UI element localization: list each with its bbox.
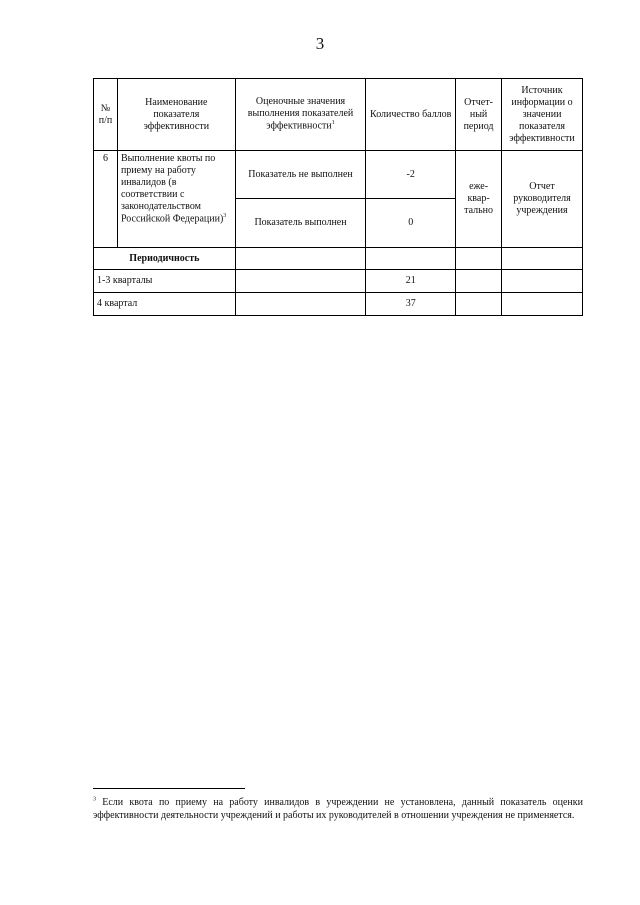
header-num: № п/п [94,79,118,151]
periodicity-title: Периодичность [94,248,236,270]
footnote-text: Если квота по приему на работу инвалидов в учреждении не установлена, данный показатель оценки эффективности деятельности учреждений и работы их руководителей в отношении учреждения не применяется. [93,797,583,821]
empty-cell [235,270,366,293]
empty-cell [502,248,583,270]
empty-cell [456,248,502,270]
table-row [94,151,583,199]
row-period: еже-квар-тально [456,151,502,248]
table-row [94,270,583,293]
empty-cell [235,248,366,270]
row-name [117,151,235,248]
empty-cell [456,293,502,316]
period-score: 21 [366,270,456,293]
period-score: 37 [366,293,456,316]
page-number: 3 [315,34,325,53]
footnote [93,796,583,822]
footnote-ref-1: 1 [331,120,335,127]
empty-cell [502,270,583,293]
option-not-met: Показатель не выполнен [235,151,366,199]
header-name: Наименование показателя эффективности [117,79,235,151]
empty-cell [456,270,502,293]
row-source: Отчет руководителя учреждения [502,151,583,248]
row-name-text: Выполнение квоты по приему на работу инвалидов (в соответствии с законодательством Российской Федерации) [120,153,224,225]
footnote-divider [93,788,245,789]
empty-cell [235,293,366,316]
option-met: Показатель выполнен [235,199,366,248]
header-period: Отчет-ный период [456,79,502,151]
table-row [94,293,583,316]
header-row [94,79,583,151]
footnote-ref-3: 3 [223,213,227,219]
empty-cell [502,293,583,316]
header-values-text: Оценочные значения выполнения показателей эффективности [247,96,354,132]
header-score: Количество баллов [366,79,456,151]
periodicity-header-row [94,248,583,270]
score-met: 0 [366,199,456,248]
period-label: 1-3 кварталы [94,270,236,293]
score-not-met: -2 [366,151,456,199]
efficiency-table [93,78,583,316]
period-label: 4 квартал [94,293,236,316]
header-source: Источник информации о значении показателя эффективности [502,79,583,151]
header-values [235,79,366,151]
row-num: 6 [94,151,118,248]
empty-cell [366,248,456,270]
footnote-mark: 3 [93,796,96,803]
